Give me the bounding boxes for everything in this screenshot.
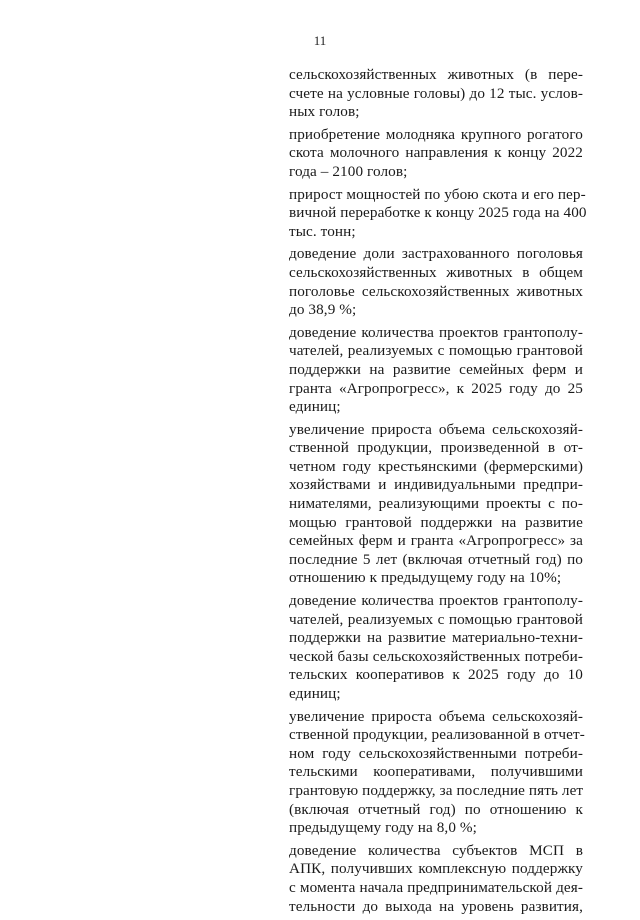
list-item <box>289 421 583 588</box>
text-line: тельности до выхода на уровень развития, <box>289 897 583 915</box>
text-line: сельскохозяйственных животных (в пере- <box>289 66 583 83</box>
list-item <box>289 126 583 182</box>
text-line: приобретение молодняка крупного рогатого <box>289 125 583 143</box>
text-line: последние 5 лет (включая отчетный год) по <box>289 550 583 568</box>
list-item <box>289 185 587 242</box>
text-line: доведение доли застрахованного поголовья <box>289 245 583 263</box>
text-line: хозяйствами и индивидуальными предпри- <box>289 476 583 494</box>
text-line: поддержки на развитие семейных ферм и <box>289 360 583 378</box>
text-line: грантовую поддержку, за последние пять лет <box>289 781 584 799</box>
text-column <box>289 66 587 920</box>
text-line: скота молочного направления к концу 2022 <box>289 144 583 162</box>
text-line: чателей, реализуемых с помощью грантовой <box>289 342 583 360</box>
text-line: с момента начала предпринимательской дея- <box>289 878 583 896</box>
text-line: сельскохозяйственных животных в общем <box>289 263 583 281</box>
text-line: доведение количества проектов грантополу- <box>289 592 583 610</box>
list-item <box>289 592 583 704</box>
text-line: увеличение прироста объема сельскохозяй- <box>289 707 583 725</box>
text-line: вичной переработке к концу 2025 года на 400 <box>289 204 587 222</box>
text-line: тельских кооперативов к 2025 году до 10 <box>289 666 583 684</box>
text-line: ственной продукции, реализованной в отчет- <box>289 726 585 744</box>
text-line: единиц; <box>289 685 341 702</box>
text-line: отношению к предыдущему году на 10%; <box>289 569 562 587</box>
text-line: нимателями, реализующими проекты с по- <box>289 495 583 513</box>
text-line: (включая отчетный год) по отношению к <box>289 800 583 818</box>
text-line: ственной продукции, произведенной в от- <box>289 439 583 457</box>
text-line: гранта «Агропрогресс», к 2025 году до 25 <box>289 379 583 397</box>
page-number: 11 <box>313 33 327 48</box>
text-line: доведение количества проектов грантополу- <box>289 323 583 341</box>
text-line: ческой базы сельскохозяйственных потреби- <box>289 647 583 665</box>
text-line: семейных ферм и гранта «Агропрогресс» за <box>289 532 583 550</box>
text-line: поголовье сельскохозяйственных животных <box>289 282 583 300</box>
text-line: поддержки на развитие материально-техни- <box>289 629 583 647</box>
text-line: тыс. тонн; <box>289 222 356 240</box>
text-line: предыдущему году на 8,0 %; <box>289 819 477 837</box>
list-item <box>289 324 583 417</box>
list-item <box>289 66 583 122</box>
text-line: до 38,9 %; <box>289 301 357 319</box>
text-line: единиц; <box>289 398 341 416</box>
text-line: ных голов; <box>289 103 360 121</box>
text-line: года – 2100 голов; <box>289 162 408 180</box>
text-line: четном году крестьянскими (фермерскими) <box>289 457 583 475</box>
text-line: чателей, реализуемых с помощью грантовой <box>289 610 583 628</box>
text-line: АПК, получивших комплексную поддержку <box>289 860 583 878</box>
text-line: тельскими кооперативами, получившими <box>289 763 583 781</box>
text-line: увеличение прироста объема сельскохозяй- <box>289 420 583 438</box>
text-line: счете на условные головы) до 12 тыс. услов- <box>289 84 583 102</box>
text-line: прирост мощностей по убою скота и его пер- <box>289 185 586 203</box>
list-item <box>289 708 583 838</box>
list-item <box>289 245 583 319</box>
text-line: мощью грантовой поддержки на развитие <box>289 513 583 531</box>
text-line: доведение количества субъектов МСП в <box>289 841 583 859</box>
text-line: ном году сельскохозяйственными потреби- <box>289 744 583 762</box>
